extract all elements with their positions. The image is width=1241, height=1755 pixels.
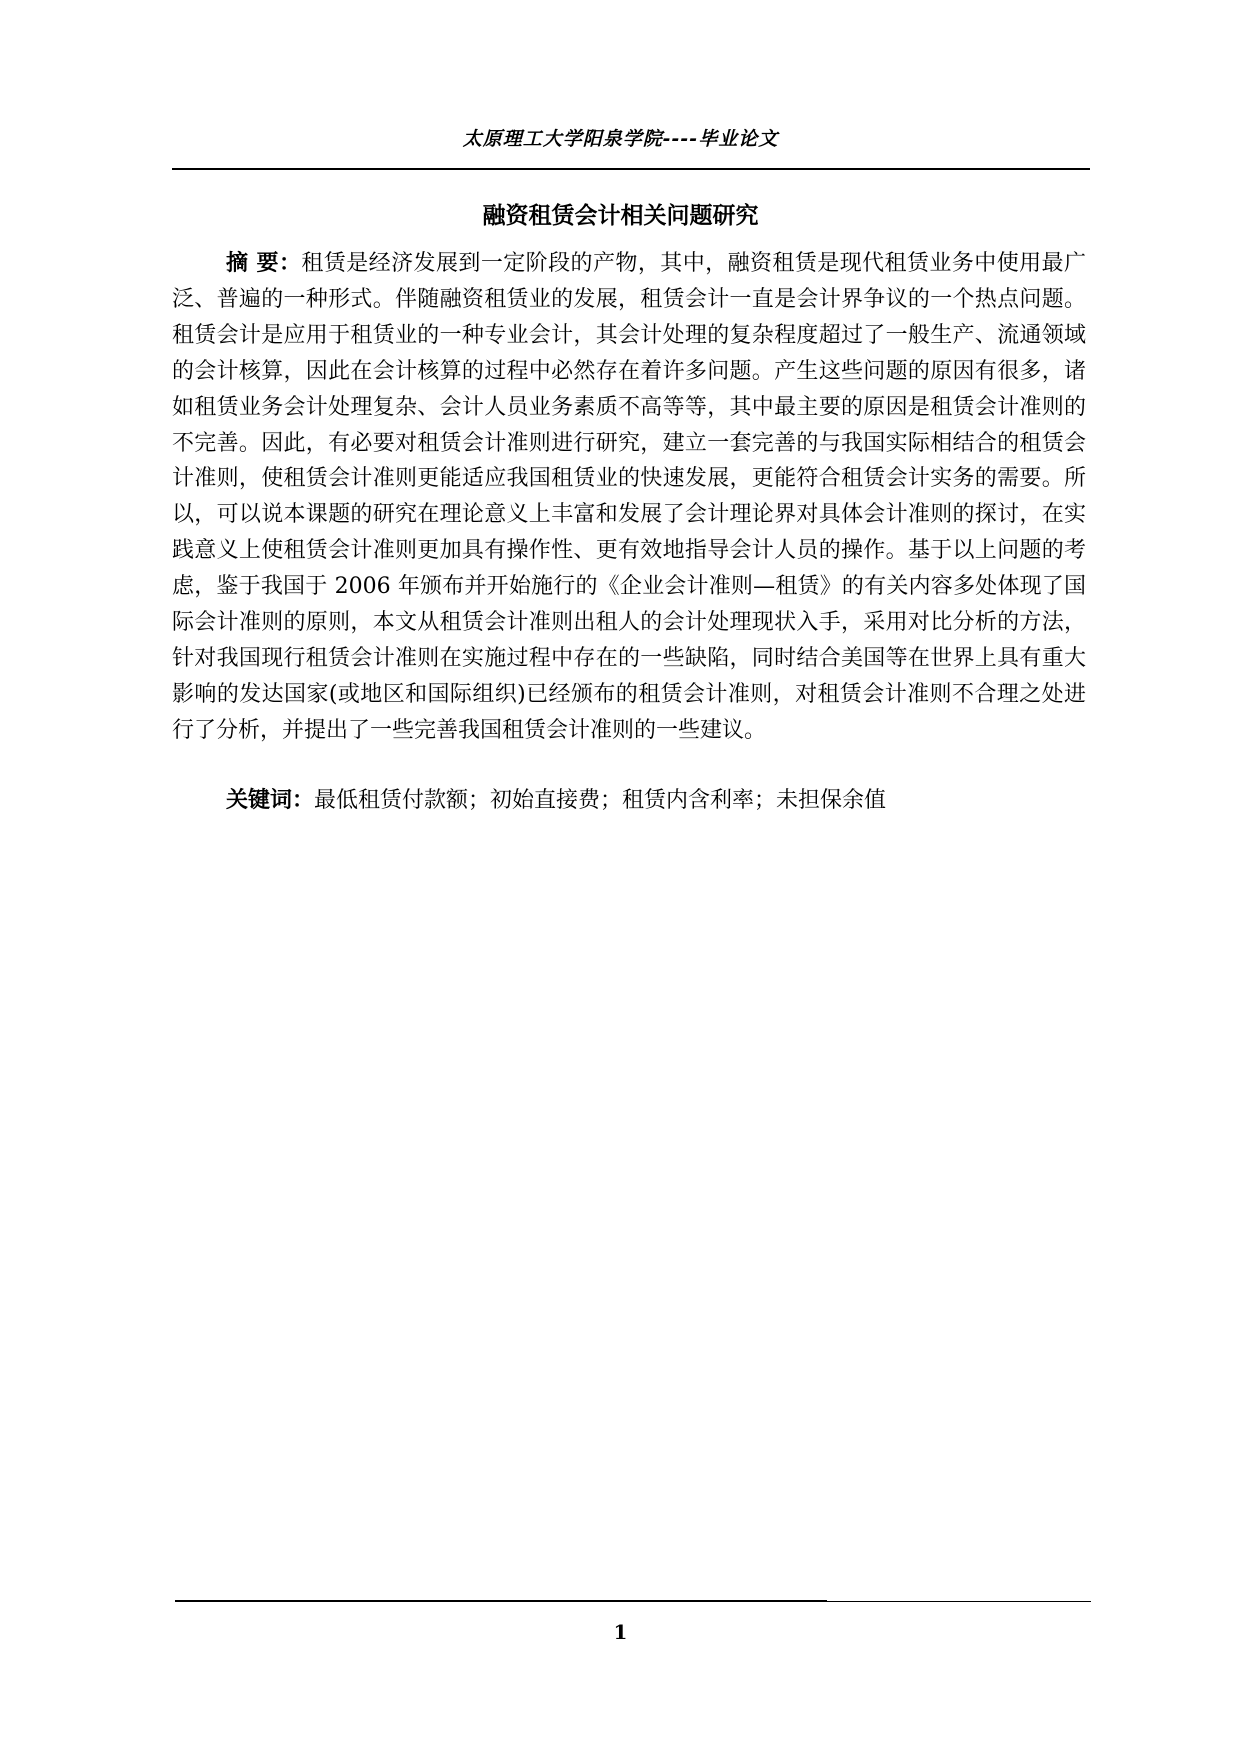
document-title: 融资租赁会计相关问题研究 <box>482 203 759 229</box>
abstract-text: 租赁是经济发展到一定阶段的产物，其中，融资租赁是现代租赁业务中使用最广泛、普遍的一种形式。伴随融资租赁业的发展，租赁会计一直是会计界争议的一个热点问题。租赁会计是应用于租赁业的一种专业会计，其会计处理的复杂程度超过了一般生产、流通领域的会计核算，因此在会计核算的过程中必然存在着许多问题。产生这些问题的原因有很多，诸如租赁业务会计处理复杂、会计人员业务素质不高等等，其中最主要的原因是租赁会计准则的不完善。因此，有必要对租赁会计准则进行研究，建立一套完善的与我国实际相结合的租赁会计准则，使租赁会计准则更能适应我国租赁业的快速发展，更能符合租赁会计实务的需要。所以，可以说本课题的研究在理论意义上丰富和发展了会计理论界对具体会计准则的探讨，在实践意义上使租赁会计准则更加具有操作性、更有效地指导会计人员的操作。基于以上问题的考虑，鉴于我国于 2006 年颁布并开始施行的《企业会计准则—租赁》的有关内容多处体现了国际会计准则的原则，本文从租赁会计准则出租人的会计处理现状入手，采用对比分析的方法，针对我国现行租赁会计准则在实施过程中存在的一些缺陷，同时结合美国等在世界上具有重大影响的发达国家(或地区和国际组织)已经颁布的租赁会计准则，对租赁会计准则不合理之处进行了分析，并提出了一些完善我国租赁会计准则的一些建议。 <box>172 251 1086 743</box>
keywords-label: 关键词： <box>226 788 315 813</box>
footer-rule-thick <box>175 1600 827 1602</box>
abstract-label: 摘 要： <box>226 251 302 276</box>
abstract-paragraph <box>172 246 1086 749</box>
keywords-text: 最低租赁付款额；初始直接费；租赁内含利率；未担保余值 <box>314 788 887 813</box>
running-header: 太原理工大学阳泉学院----毕业论文 <box>462 128 779 150</box>
page-number: 1 <box>613 1620 628 1644</box>
keywords-line <box>226 785 1086 817</box>
header-rule <box>172 168 1090 170</box>
